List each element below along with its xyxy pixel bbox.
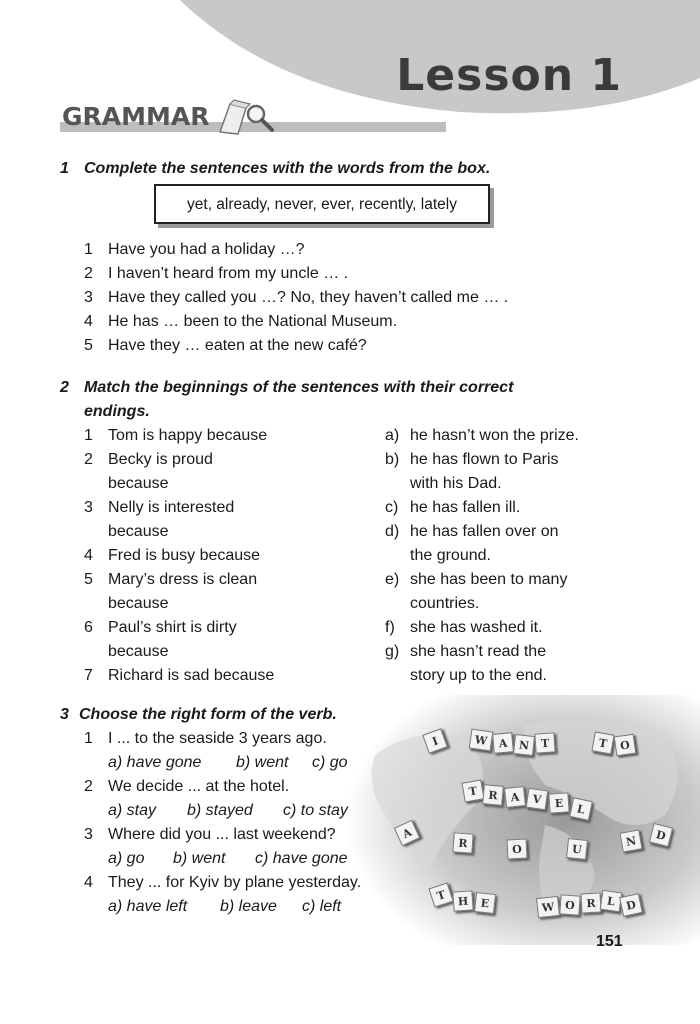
ending-letter: a) bbox=[385, 427, 400, 444]
task-1-title: Complete the sentences with the words from the box. bbox=[84, 160, 491, 177]
letter-tile: R bbox=[482, 784, 504, 806]
letter-tile: N bbox=[513, 734, 535, 756]
task-1-item-number: 2 bbox=[84, 265, 93, 282]
beginning-number: 4 bbox=[84, 547, 93, 564]
letter-tile: U bbox=[566, 838, 588, 860]
letter-tile: W bbox=[469, 729, 494, 752]
task-3-item-text: I ... to the seaside 3 years ago. bbox=[108, 730, 327, 747]
beginning-text: Tom is happy because bbox=[108, 427, 268, 444]
option-c: c) to stay bbox=[283, 802, 348, 819]
letter-tile: T bbox=[461, 779, 484, 802]
letter-tile: A bbox=[492, 732, 514, 754]
option-a: a) stay bbox=[108, 802, 157, 819]
letter-tile: O bbox=[506, 838, 527, 859]
beginning-number: 2 bbox=[84, 451, 93, 468]
world-map-image bbox=[345, 695, 700, 945]
letter-tile: W bbox=[536, 896, 560, 918]
option-c: c) have gone bbox=[255, 850, 348, 867]
letter-tile: I bbox=[422, 728, 448, 754]
task-1-item-number: 4 bbox=[84, 313, 93, 330]
letter-tile: V bbox=[526, 788, 549, 811]
map-background bbox=[345, 695, 700, 945]
section-label: GRAMMAR bbox=[62, 102, 210, 131]
task-1-item-text: He has … been to the National Museum. bbox=[108, 313, 398, 330]
ending-text: he has flown to Paris bbox=[410, 451, 559, 468]
beginning-text: Fred is busy because bbox=[108, 547, 261, 564]
beginning-number: 7 bbox=[84, 667, 93, 684]
task-2-number: 2 bbox=[60, 379, 69, 396]
ending-text: countries. bbox=[410, 595, 480, 612]
beginning-number: 1 bbox=[84, 427, 93, 444]
letter-tile: R bbox=[452, 832, 473, 853]
task-1-item-text: Have they called you …? No, they haven’t called me … . bbox=[108, 289, 509, 306]
ending-text: with his Dad. bbox=[410, 475, 502, 492]
letter-tile: O bbox=[614, 734, 637, 757]
letter-tile: N bbox=[619, 829, 642, 852]
ending-text: she has been to many bbox=[410, 571, 568, 588]
beginning-number: 6 bbox=[84, 619, 93, 636]
ending-text: he has fallen ill. bbox=[410, 499, 521, 516]
option-a: a) go bbox=[108, 850, 145, 867]
magnifier-book-icon bbox=[216, 98, 276, 136]
ending-text: she hasn’t read the bbox=[410, 643, 547, 660]
ending-letter: f) bbox=[385, 619, 395, 636]
task-1-item-text: Have you had a holiday …? bbox=[108, 241, 305, 258]
beginning-text: because bbox=[108, 475, 169, 492]
task-3-item-number: 4 bbox=[84, 874, 93, 891]
task-3-number: 3 bbox=[60, 706, 69, 723]
beginning-text: Mary’s dress is clean bbox=[108, 571, 258, 588]
task-3-item-text: We decide ... at the hotel. bbox=[108, 778, 290, 795]
letter-tile: E bbox=[548, 792, 569, 813]
ending-letter: e) bbox=[385, 571, 400, 588]
ending-text: story up to the end. bbox=[410, 667, 547, 684]
task-1-number: 1 bbox=[60, 160, 69, 177]
beginning-text: Paul’s shirt is dirty bbox=[108, 619, 237, 636]
task-3-title: Choose the right form of the verb. bbox=[79, 706, 337, 723]
word-box: yet, already, never, ever, recently, lately bbox=[154, 184, 490, 224]
ending-letter: c) bbox=[385, 499, 399, 516]
beginning-number: 5 bbox=[84, 571, 93, 588]
ending-letter: d) bbox=[385, 523, 400, 540]
lesson-title: Lesson 1 bbox=[396, 50, 622, 101]
letter-tile: T bbox=[534, 732, 555, 753]
ending-text: the ground. bbox=[410, 547, 491, 564]
task-3-item-text: They ... for Kyiv by plane yesterday. bbox=[108, 874, 362, 891]
beginning-text: because bbox=[108, 643, 169, 660]
option-c: c) go bbox=[312, 754, 348, 771]
page-number: 151 bbox=[596, 933, 623, 950]
task-2-title: Match the beginnings of the sentences with their correct bbox=[84, 379, 514, 396]
option-a: a) have left bbox=[108, 898, 188, 915]
letter-tile: H bbox=[452, 890, 473, 911]
letter-tile: A bbox=[504, 786, 526, 808]
option-b: b) leave bbox=[220, 898, 277, 915]
task-3-item-number: 3 bbox=[84, 826, 93, 843]
beginning-text: Nelly is interested bbox=[108, 499, 235, 516]
letter-tile: T bbox=[428, 882, 453, 907]
ending-letter: b) bbox=[385, 451, 400, 468]
option-b: b) stayed bbox=[187, 802, 253, 819]
task-1-item-number: 3 bbox=[84, 289, 93, 306]
letter-tile: L bbox=[569, 797, 593, 821]
letter-tile: L bbox=[600, 890, 623, 913]
task-3-item-number: 1 bbox=[84, 730, 93, 747]
task-1-item-number: 5 bbox=[84, 337, 93, 354]
task-1-item-number: 1 bbox=[84, 241, 93, 258]
task-3-item-text: Where did you ... last weekend? bbox=[108, 826, 336, 843]
task-1-item-text: Have they … eaten at the new café? bbox=[108, 337, 367, 354]
letter-tile: R bbox=[580, 892, 601, 913]
beginning-text: because bbox=[108, 523, 169, 540]
option-b: b) went bbox=[236, 754, 289, 771]
option-b: b) went bbox=[173, 850, 226, 867]
letter-tile: D bbox=[619, 893, 643, 917]
beginning-text: Richard is sad because bbox=[108, 667, 275, 684]
task-3-item-number: 2 bbox=[84, 778, 93, 795]
beginning-text: because bbox=[108, 595, 169, 612]
ending-text: he hasn’t won the prize. bbox=[410, 427, 579, 444]
letter-tile: E bbox=[474, 892, 496, 914]
task-1-item-text: I haven’t heard from my uncle … . bbox=[108, 265, 349, 282]
letter-tile: T bbox=[591, 731, 614, 754]
ending-text: she has washed it. bbox=[410, 619, 543, 636]
letter-tile: D bbox=[649, 823, 673, 847]
beginning-text: Becky is proud bbox=[108, 451, 213, 468]
letter-tile: A bbox=[394, 820, 421, 847]
task-2-title: endings. bbox=[84, 403, 150, 420]
beginning-number: 3 bbox=[84, 499, 93, 516]
option-c: c) left bbox=[302, 898, 342, 915]
option-a: a) have gone bbox=[108, 754, 202, 771]
letter-tile: O bbox=[559, 894, 580, 915]
ending-text: he has fallen over on bbox=[410, 523, 559, 540]
ending-letter: g) bbox=[385, 643, 400, 660]
